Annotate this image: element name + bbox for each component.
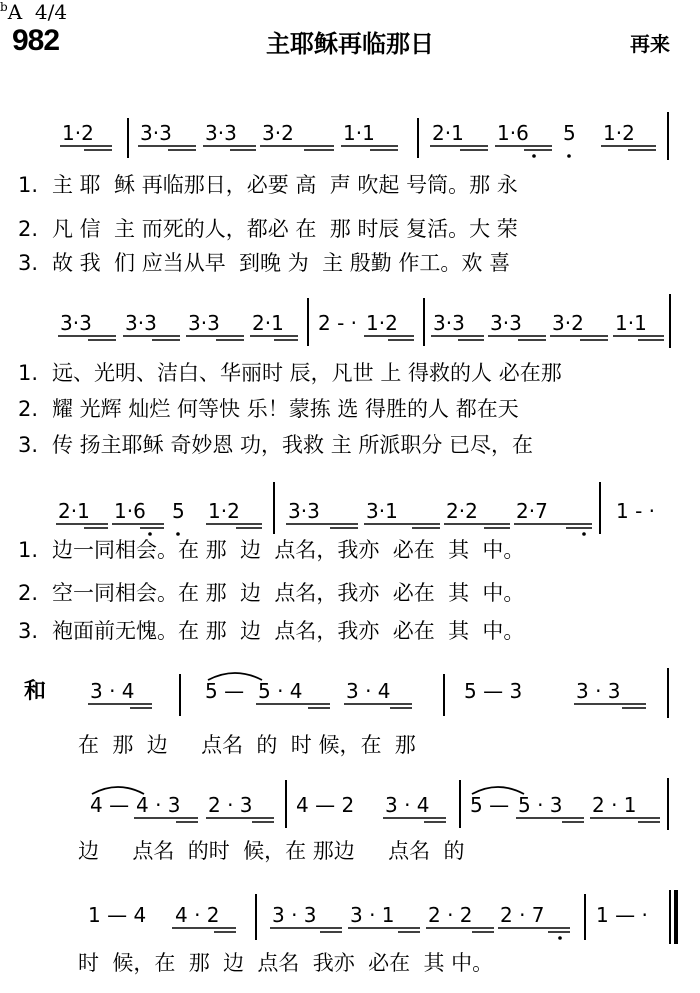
note-group: 2·2 <box>446 499 478 523</box>
note-group: 3 · 4 <box>90 679 135 703</box>
verse-number: 1. <box>18 361 39 385</box>
lyric-line: 主 耶 稣 再临那日，必要 高 声 吹起 号筒。那 永 <box>52 173 518 197</box>
note-group: 5 — <box>205 679 245 703</box>
underlines <box>58 336 664 340</box>
note-group: 1·6 <box>497 121 529 145</box>
note-group: 1·2 <box>603 121 635 145</box>
note-group: 2·1 <box>58 499 90 523</box>
hymn-category: 再来 <box>630 32 670 56</box>
note-group: 2 - · <box>318 311 358 335</box>
system-3 <box>18 482 655 644</box>
note-group: 5 <box>172 499 185 523</box>
lyric-line: 传 扬主耶稣 奇妙恩 功，我救 主 所派职分 已尽，在 <box>52 433 534 457</box>
note-group: 1 - · <box>616 499 656 523</box>
underlines <box>56 524 592 528</box>
note-group: 2 · 1 <box>592 793 637 817</box>
key-flat: b <box>0 0 8 14</box>
note-group: 1 — 4 <box>88 903 147 927</box>
lyric-line: 空一同相会。在 那 边 点名，我亦 必在 其 中。 <box>52 581 525 605</box>
note-group: 1·2 <box>62 121 94 145</box>
lyric-line: 耀 光辉 灿烂 何等快 乐！蒙拣 选 得胜的人 都在天 <box>52 397 519 421</box>
note-group: 3 · 4 <box>385 793 430 817</box>
octave-dots <box>558 936 562 940</box>
verse-number: 2. <box>18 217 39 241</box>
chorus <box>24 668 676 976</box>
note-group: 4 — 2 <box>296 793 355 817</box>
system-2 <box>18 294 670 458</box>
underlines <box>172 928 570 932</box>
note-group: 3·2 <box>552 311 584 335</box>
lyric-line: 边一同相会。在 那 边 点名，我亦 必在 其 中。 <box>52 538 525 562</box>
note-group: 5 — 3 <box>464 679 523 703</box>
note-group: 1·2 <box>366 311 398 335</box>
note-group: 4 — <box>90 793 130 817</box>
note-group: 3·3 <box>433 311 465 335</box>
octave-dots <box>148 532 586 536</box>
note-group: 3 · 3 <box>272 903 317 927</box>
verse-number: 2. <box>18 397 39 421</box>
note-group: 3·3 <box>125 311 157 335</box>
note-group: 2 · 7 <box>500 903 545 927</box>
lyric-line: 在 那 边 点名 的 时 候，在 那 <box>78 733 416 757</box>
note-group: 3 · 1 <box>350 903 395 927</box>
lyric-line: 凡 信 主 而死的人，都必 在 那 时辰 复活。大 荣 <box>52 217 518 241</box>
note-group: 1·2 <box>208 499 240 523</box>
note-group: 5 · 3 <box>518 793 563 817</box>
note-group: 3 · 3 <box>576 679 621 703</box>
note-group: 2·1 <box>252 311 284 335</box>
note-group: 3·2 <box>262 121 294 145</box>
verse-number: 1. <box>18 538 39 562</box>
note-group: 3·3 <box>490 311 522 335</box>
key-letter: A <box>7 0 23 24</box>
underlines <box>88 704 646 708</box>
lyric-line: 时 候，在 那 边 点名 我亦 必在 其 中。 <box>78 951 494 975</box>
lyric-line: 边 点名 的时 候，在 那边 点名 的 <box>78 839 465 863</box>
hymn-number: 982 <box>12 24 60 57</box>
lyric-line: 远、光明、洁白、华丽时 辰，凡世 上 得救的人 必在那 <box>52 361 562 385</box>
note-group: 3·1 <box>366 499 398 523</box>
note-group: 3·3 <box>60 311 92 335</box>
note-group: 2·1 <box>432 121 464 145</box>
note-group: 3·3 <box>140 121 172 145</box>
note-group: 3·3 <box>288 499 320 523</box>
time-signature: 4/4 <box>34 0 68 24</box>
note-group: 2·7 <box>516 499 548 523</box>
note-group: 1·6 <box>114 499 146 523</box>
lyric-line: 故 我 们 应当从早 到晚 为 主 殷勤 作工。欢 喜 <box>52 251 511 275</box>
note-group: 5 — <box>470 793 510 817</box>
note-group: 2 · 2 <box>428 903 473 927</box>
verse-number: 3. <box>18 251 39 275</box>
note-group: 5 <box>563 121 576 145</box>
barlines <box>274 482 600 534</box>
note-group: 1 — · <box>596 903 648 927</box>
note-group: 3 · 4 <box>346 679 391 703</box>
system-1 <box>18 112 668 275</box>
note-group: 2 · 3 <box>208 793 253 817</box>
note-group: 4 · 2 <box>175 903 220 927</box>
verse-number: 3. <box>18 433 39 457</box>
hymn-title: 主耶稣再临那日 <box>266 30 434 58</box>
note-group: 3·3 <box>188 311 220 335</box>
note-group: 1·1 <box>615 311 647 335</box>
verse-number: 2. <box>18 581 39 605</box>
note-group: 3·3 <box>205 121 237 145</box>
note-group: 1·1 <box>343 121 375 145</box>
octave-dots <box>532 154 571 158</box>
note-group: 5 · 4 <box>258 679 303 703</box>
note-group: 4 · 3 <box>136 793 181 817</box>
underlines <box>60 146 656 150</box>
chorus-label: 和 <box>24 679 47 704</box>
lyric-line: 袍面前无愧。在 那 边 点名，我亦 必在 其 中。 <box>52 619 525 643</box>
verse-number: 1. <box>18 173 39 197</box>
verse-number: 3. <box>18 619 39 643</box>
underlines <box>134 818 660 822</box>
